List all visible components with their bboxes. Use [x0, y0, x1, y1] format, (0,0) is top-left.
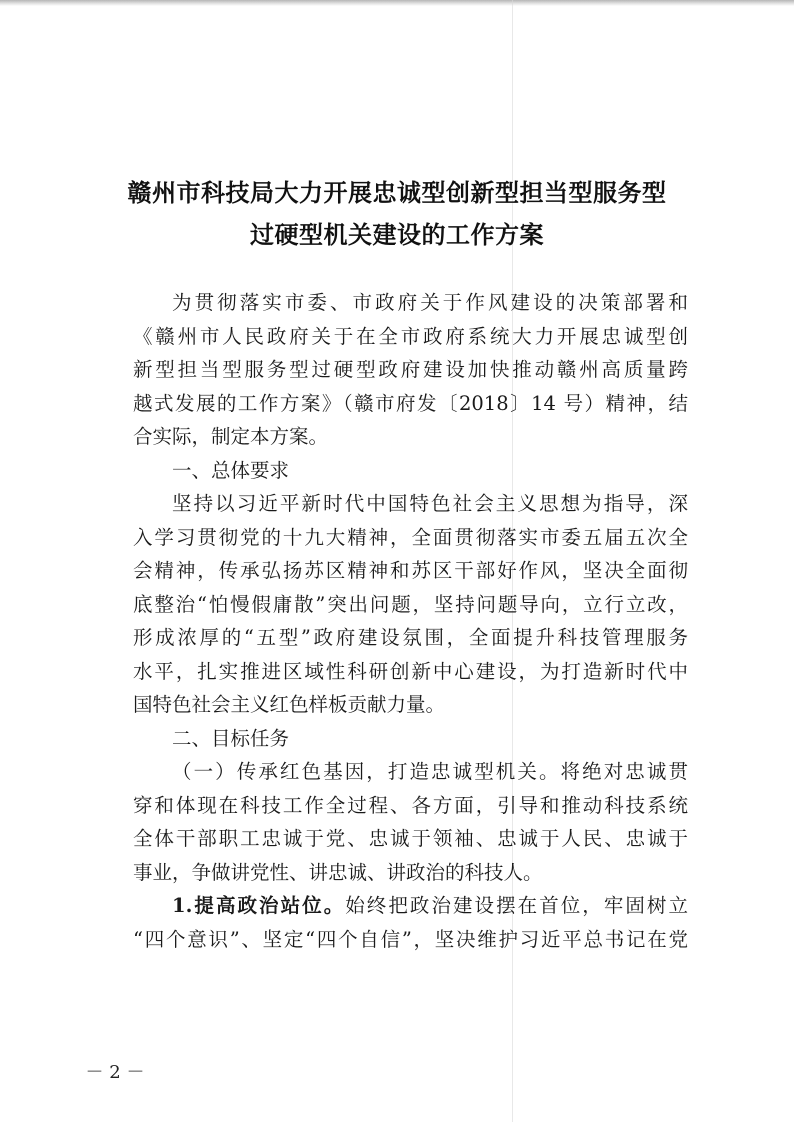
section1-line: 水平，扎实推进区域性科研创新中心建设，为打造新时代中 [133, 659, 688, 683]
section1-line: 会精神，传承弘扬苏区精神和苏区干部好作风，坚决全面彻 [133, 559, 688, 582]
section-heading-general-requirements: 一、总体要求 [172, 458, 290, 482]
page-number: － 2 － [85, 1062, 145, 1083]
section2-sub1-line: 全体干部职工忠诚于党、忠诚于领袖、忠诚于人民、忠诚于 [133, 827, 688, 850]
title-line-1: 赣州市科技局大力开展忠诚型创新型担当型服务型 [127, 178, 667, 207]
section2-sub1-line: （一）传承红色基因，打造忠诚型机关。将绝对忠诚贯 [172, 760, 688, 783]
section2-sub1-line: 事业，争做讲党性、讲忠诚、讲政治的科技人。 [133, 860, 543, 884]
intro-line: 合实际，制定本方案。 [133, 425, 329, 448]
item1-text: 始终把政治建设摆在首位，牢固树立 [345, 894, 688, 917]
item1-line: “四个意识”、坚定“四个自信”，坚决维护习近平总书记在党 [133, 927, 688, 951]
item1-heading: 1.提高政治站位。 [172, 894, 346, 917]
intro-line: 越式发展的工作方案》（赣市府发〔2018〕14 号）精神，结 [133, 391, 688, 415]
intro-line: 新型担当型服务型过硬型政府建设加快推动赣州高质量跨 [133, 358, 688, 381]
document-body [133, 286, 688, 956]
document-title [60, 172, 734, 256]
section1-line: 国特色社会主义红色样板贡献力量。 [133, 693, 446, 716]
intro-line: 《赣州市人民政府关于在全市政府系统大力开展忠诚型创 [133, 324, 688, 348]
title-line-2: 过硬型机关建设的工作方案 [250, 220, 544, 249]
intro-line: 为贯彻落实市委、市政府关于作风建设的决策部署和 [172, 291, 688, 314]
section2-sub1-line: 穿和体现在科技工作全过程、各方面，引导和推动科技系统 [133, 793, 688, 817]
section1-line: 形成浓厚的“五型”政府建设氛围，全面提升科技管理服务 [133, 626, 688, 649]
section-heading-objectives: 二、目标任务 [172, 726, 290, 750]
section1-line: 坚持以习近平新时代中国特色社会主义思想为指导，深 [172, 492, 688, 515]
section1-line: 底整治“怕慢假庸散”突出问题，坚持问题导向，立行立改， [133, 592, 688, 616]
scan-top-edge [0, 0, 794, 6]
item1-line [133, 889, 688, 923]
section1-line: 入学习贯彻党的十九大精神，全面贯彻落实市委五届五次全 [133, 525, 688, 549]
